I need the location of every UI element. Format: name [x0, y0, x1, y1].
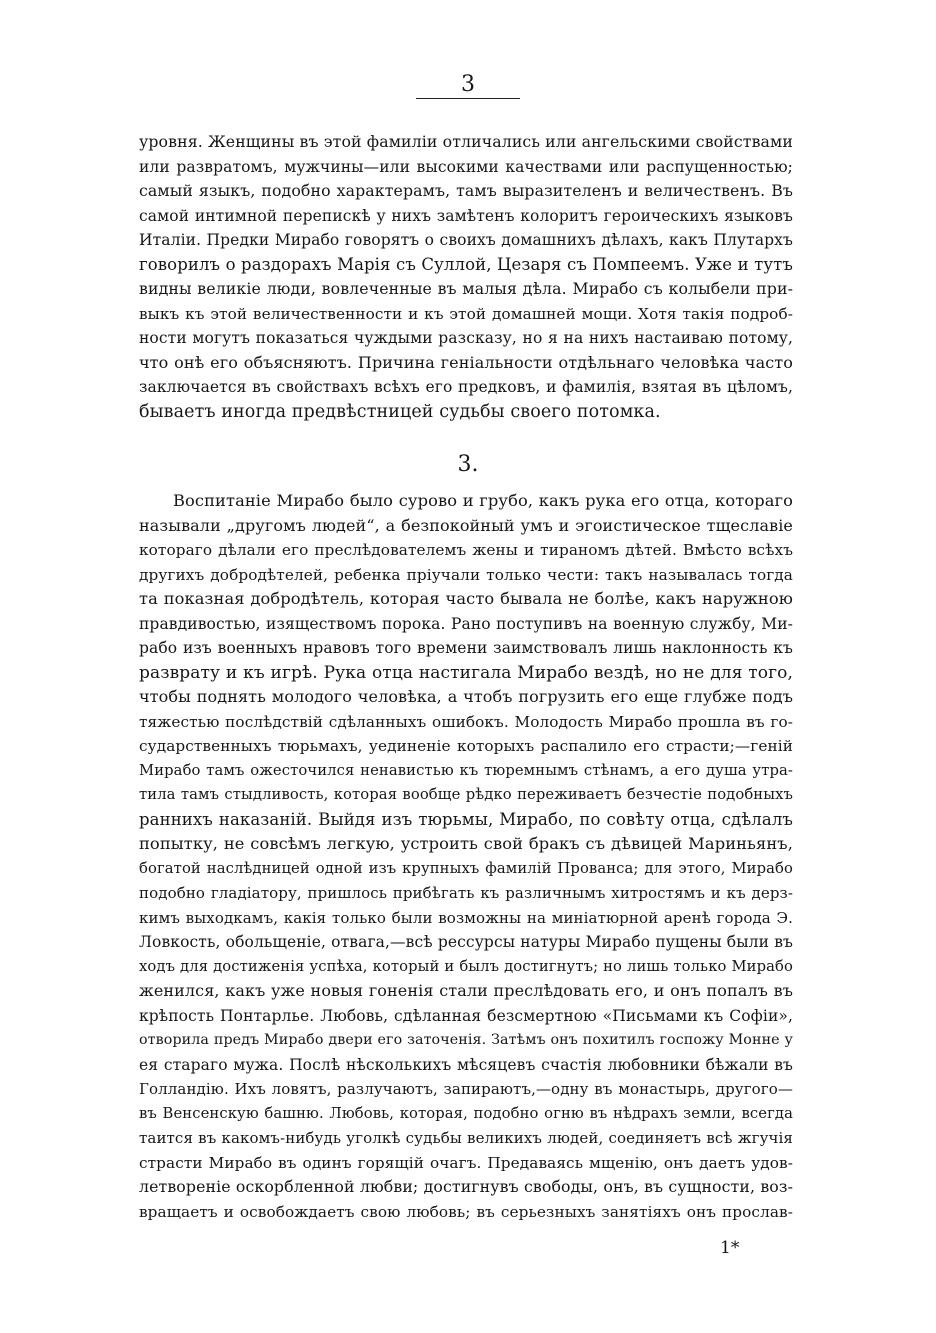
text-line: самой интимной перепискѣ у нихъ замѣтенъ колоритъ героическихъ языковъ: [139, 206, 793, 225]
page-number: 3: [461, 72, 475, 97]
text-line: Мирабо тамъ ожесточился ненавистью къ тюремнымъ стѣнамъ, а его душа утра-: [139, 761, 793, 779]
text-line: ея стараго мужа. Послѣ нѣсколькихъ мѣсяцевъ счастiя любовники бѣжали въ: [139, 1055, 793, 1074]
text-line: ходъ для достиженiя успѣха, который и былъ достигнутъ; но лишь только Мирабо: [139, 957, 793, 975]
text-line: попытку, не совсѣмъ легкую, устроить свой бракъ съ дѣвицей Мариньянъ,: [139, 834, 793, 853]
header-rule: [416, 98, 520, 99]
text-line: разврату и къ игрѣ. Рука отца настигала Мирабо вездѣ, но не для того,: [139, 662, 793, 683]
text-line: ности могутъ показаться чуждыми разсказу, но я на нихъ настаиваю потому,: [139, 329, 793, 347]
text-line: раннихъ наказанiй. Выйдя изъ тюрьмы, Мирабо, по совѣту отца, сдѣлалъ: [139, 809, 793, 829]
text-line: тила тамъ стыдливость, которая вообще рѣдко переживаетъ безчестiе подобныхъ: [139, 786, 793, 803]
text-line: чтобы поднять молодого человѣка, а чтобъ погрузить его еще глубже подъ: [139, 687, 793, 706]
text-line: котораго дѣлали его преслѣдователемъ жены и тираномъ дѣтей. Вмѣсто всѣхъ: [139, 541, 793, 559]
text-line: тяжестью послѣдствiй сдѣланныхъ ошибокъ. Молодость Мирабо прошла въ го-: [139, 712, 793, 731]
text-line: выкъ къ этой величественности и къ этой домашней мощи. Хотя такiя подроб-: [139, 304, 793, 323]
text-line: таится въ какомъ-нибудь уголкѣ судьбы великихъ людей, соединяетъ всѣ жгучiя: [139, 1129, 793, 1147]
text-line: крѣпость Понтарлье. Любовь, сдѣланная безсмертною «Письмами къ Софiи»,: [139, 1006, 793, 1025]
paragraph-1: [139, 130, 793, 424]
text-line: уровня. Женщины въ этой фамилiи отличались или ангельскими свойствами: [139, 132, 793, 151]
text-line: или развратомъ, мужчины—или высокими качествами или распущенностью;: [139, 157, 793, 176]
text-line: бываетъ иногда предвѣстницей судьбы своего потомка.: [139, 401, 661, 422]
text-line: Ловкость, обольщенiе, отвага,—всѣ рессурсы натуры Мирабо пущены были въ: [139, 933, 793, 951]
text-line: Воспитанiе Мирабо было сурово и грубо, какъ рука его отца, котораго: [173, 491, 793, 510]
text-line: говорилъ о раздорахъ Марiя съ Суллой, Цезаря съ Помпеемъ. Уже и тутъ: [139, 254, 793, 274]
text-line: видны великiе люди, вовлеченные въ малыя дѣла. Мирабо съ колыбели при-: [139, 279, 793, 298]
text-line: богатой наслѣдницей одной изъ крупныхъ фамилiй Прованса; для этого, Мирабо: [139, 859, 793, 877]
text-line: что онѣ его объясняютъ. Причина генiальности отдѣльнаго человѣка часто: [139, 352, 793, 372]
paragraph-2: [139, 489, 793, 1224]
text-line: женился, какъ уже новыя гоненiя стали преслѣдовать его, и онъ попалъ въ: [139, 981, 793, 1000]
text-line: страсти Мирабо въ одинъ горящiй очагъ. Предаваясь мщенiю, онъ даетъ удов-: [139, 1153, 793, 1172]
text-line: рабо изъ военныхъ нравовъ того времени заимствовалъ лишь наклонность къ: [139, 639, 793, 657]
signature-mark: 1*: [720, 1238, 740, 1258]
text-line: Голландiю. Ихъ ловятъ, разлучаютъ, запираютъ,—одну въ монастырь, другого—: [139, 1080, 793, 1098]
text-line: вращаетъ и освобождаетъ свою любовь; въ серьезныхъ занятiяхъ онъ прослав-: [139, 1202, 793, 1221]
text-line: летворенiе оскорбленной любви; достигнувъ свободы, онъ, въ сущности, воз-: [139, 1177, 793, 1196]
text-line: самый языкъ, подобно характерамъ, тамъ выразителенъ и величественъ. Въ: [139, 181, 793, 200]
text-line: Италiи. Предки Мирабо говорятъ о своихъ домашнихъ дѣлахъ, какъ Плутархъ: [139, 231, 793, 249]
text-line: заключается въ свойствахъ всѣхъ его предковъ, и фамилiя, взятая въ цѣломъ,: [139, 378, 793, 396]
text-line: отворила предъ Мирабо двери его заточенiя. Затѣмъ онъ похитилъ госпожу Монне у: [139, 1032, 793, 1048]
text-line: правдивостью, изяществомъ порока. Рано поступивъ на военную службу, Ми-: [139, 614, 793, 633]
section-heading: 3.: [457, 452, 479, 477]
text-line: сударственныхъ тюрьмахъ, уединенiе которыхъ распалило его страсти;—генiй: [139, 737, 793, 755]
text-line: называли „другомъ людей“, а безпокойный умъ и эгоистическое тщеславiе: [139, 515, 793, 535]
text-line: подобно гладiатору, пришлось прибѣгать къ различнымъ хитростямъ и къ дерз-: [139, 884, 793, 902]
text-line: та показная добродѣтель, которая часто бывала не болѣе, какъ наружною: [139, 589, 793, 608]
text-line: въ Венсенскую башню. Любовь, которая, подобно огню въ нѣдрахъ земли, всегда: [139, 1104, 793, 1122]
text-line: другихъ добродѣтелей, ребенка прiучали только чести: такъ называлась тогда: [139, 565, 793, 584]
text-line: кимъ выходкамъ, какiя только были возможны на миніатюрной аренѣ города Э.: [139, 908, 793, 927]
